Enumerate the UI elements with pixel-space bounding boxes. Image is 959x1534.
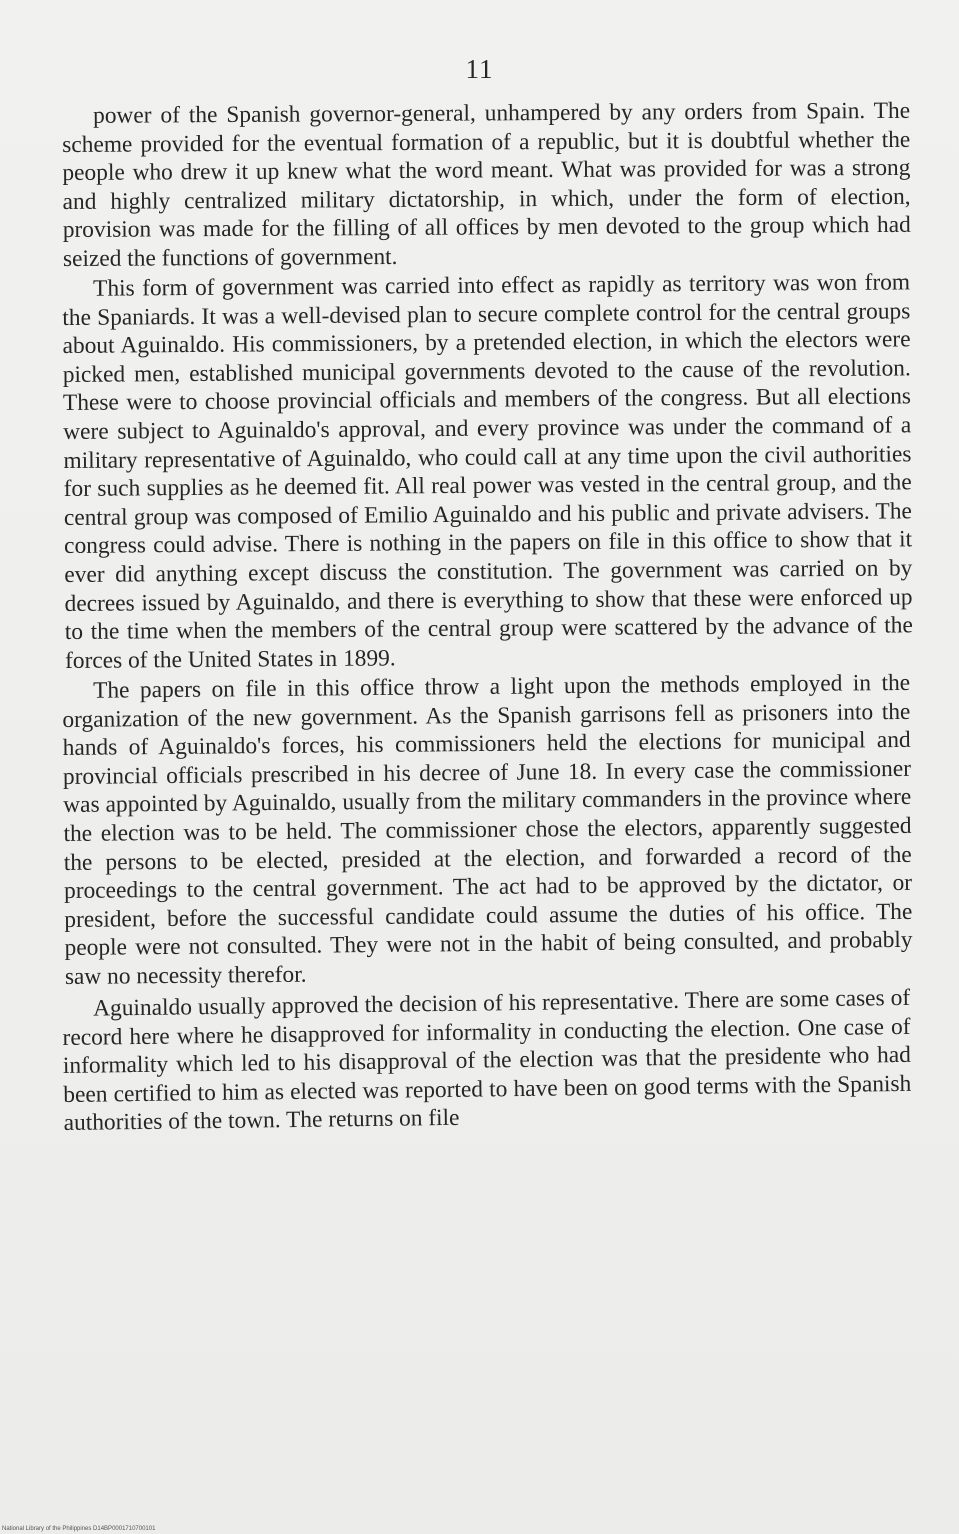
body-text [62, 97, 913, 1138]
paragraph-1: power of the Spanish governor-general, unhampered by any orders from Spain. The scheme provided for the eventual formation of a republic, but it is doubtful whether the people who drew it up knew what the word meant. What was provided for was a strong and highly centralized military dictatorship, in which, under the form of election, provision was made for the filling of all offices by men devoted to the group which had seized the functions of government. [62, 97, 911, 272]
paragraph-2: This form of government was carried into effect as rapidly as territory was won from the Spaniards. It was a well-devised plan to secure complete control for the central groups about Aguinaldo. His commissioners, by a pretended election, in which the electors were picked men, established municipal governments devoted to the cause of the revolution. These were to choose provincial officials and members of the congress. But all elections were subject to Aguinaldo's approval, and every province was under the command of a military representative of Aguinaldo, who could call at any time upon the civil authorities for such supplies as he deemed fit. All real power was vested in the central group, and the central group was composed of Emilio Aguinaldo and his public and private advisers. The congress could advise. There is nothing in the papers on file in this office to show that it ever did anything except discuss the constitution. The government was carried on by decrees issued by Aguinaldo, and there is everything to show that these were enforced up to the time when the members of the central group were scattered by the advance of the forces of the United States in 1899. [62, 268, 913, 674]
paragraph-3: The papers on file in this office throw a light upon the methods employed in the organization of the new government. As the Spanish garrisons fell as prisoners into the hands of Aguinaldo's forces, his commissioners held the elections for municipal and provincial officials prescribed in his decree of June 18. In every case the commissioner was appointed by Aguinaldo, usually from the military commanders in the province where the election was to be held. The commissioner chose the electors, apparently suggested the persons to be elected, presided at the election, and forwarded a record of the proceedings to the central government. The act had to be approved by the dictator, or president, before the successful candidate could assume the duties of his office. The people were not consulted. They were not in the habit of being consulted, and probably saw no necessity therefor. [62, 669, 913, 990]
paragraph-4: Aguinaldo usually approved the decision of his representative. There are some cases of record here where he disapproved for informality in conducting the election. One case of informality which led to his disapproval of the election was that the presidente who had been certified to him as elected was reported to have been on good terms with the Spanish authorities of the town. The returns on file [62, 985, 912, 1137]
page-number: 11 [465, 54, 494, 84]
footer-credit: National Library of the Philippines D14BP0001710700101 [2, 1526, 156, 1532]
